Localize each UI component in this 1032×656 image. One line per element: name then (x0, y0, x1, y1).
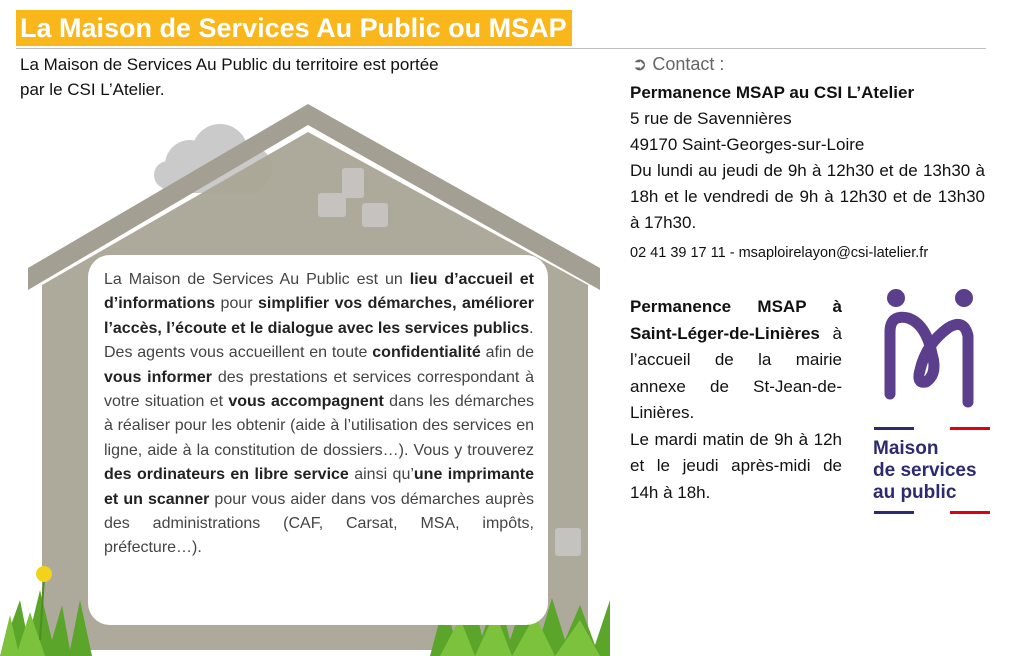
intro-line-1: La Maison de Services Au Public du territoire est portée (20, 55, 439, 74)
page-title: La Maison de Services Au Public ou MSAP (16, 10, 572, 46)
perm2-title: Permanence MSAP à Saint-Léger-de-Linières (630, 297, 842, 343)
perm1-title: Permanence MSAP au CSI L’Atelier (630, 83, 915, 102)
logo-mark-icon (890, 317, 968, 402)
divider (16, 48, 986, 49)
perm2-place: à l’accueil de la mairie annexe de St-Jean-de-Linières. (630, 323, 842, 422)
card-text: La Maison de Services Au Public est un lieu d’accueil et d’informations pour simplifier vos démarches, améliorer l’accès, l’écoute et le dialogue avec les services publics. Des agents vous accueillent en toute confidentialité afin de vous informer des prestations et services correspondant à votre situation et vous accompagnent dans les démarches à réaliser pour les obtenir (aide à l’utilisation des services en ligne, aide à la constitution de dossiers…). Vous y trouverez des ordinateurs en libre service ainsi qu’une imprimante et un scanner pour vous aider dans vos démarches auprès des administrations (CAF, Carsat, MSA, impôts, préfecture…). (104, 271, 535, 557)
arrow-icon: ➲ (632, 54, 648, 74)
logo-text: Maison de services au public (873, 438, 977, 503)
contact-block-2 (630, 294, 842, 506)
contact-heading: ➲ Contact : (632, 54, 725, 74)
phone-email[interactable]: 02 41 39 17 11 - msaploirelayon@csi-latelier.fr (630, 245, 929, 261)
address-city: 49170 Saint-Georges-sur-Loire (630, 135, 865, 154)
intro-line-2: par le CSI L’Atelier. (20, 80, 165, 99)
contact-block-1 (630, 80, 985, 236)
address-street: 5 rue de Savennières (630, 109, 792, 128)
perm1-hours: Du lundi au jeudi de 9h à 12h30 et de 13h30 à 18h et le vendredi de 9h à 12h30 et de 13h30 à 17h30. (630, 161, 985, 232)
perm2-hours: Le mardi matin de 9h à 12h et le jeudi après-midi de 14h à 18h. (630, 429, 842, 502)
